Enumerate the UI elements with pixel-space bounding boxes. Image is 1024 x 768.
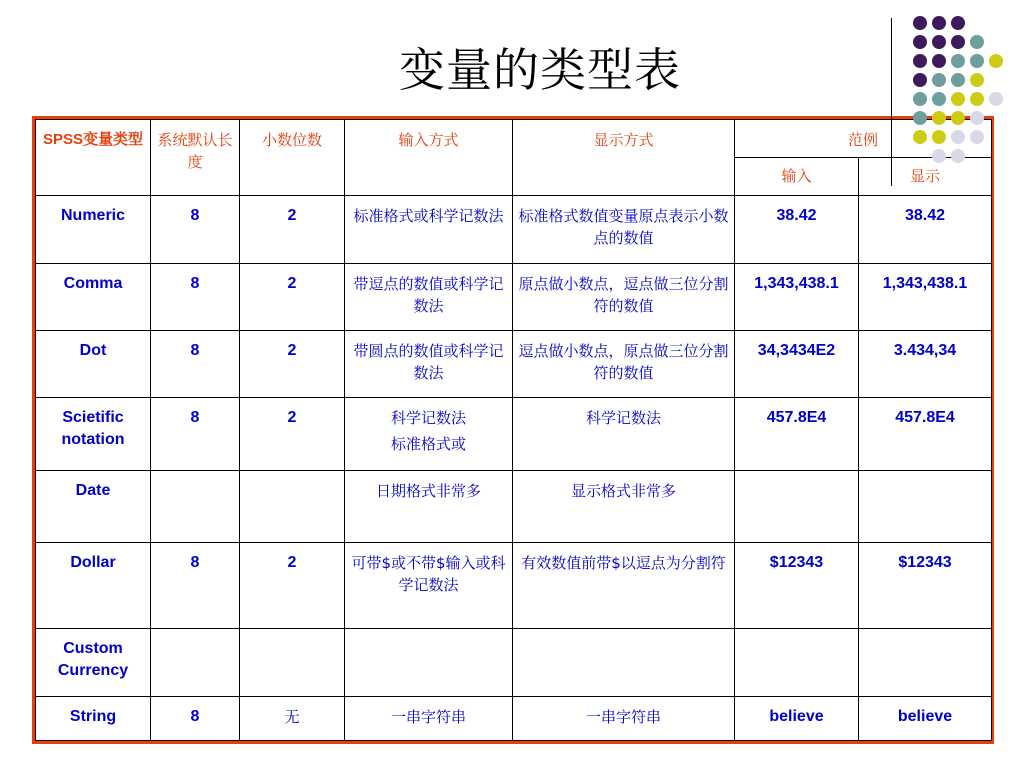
table-header-row bbox=[36, 120, 992, 158]
cell-example-input bbox=[735, 471, 859, 542]
cell-example-display bbox=[859, 471, 992, 542]
table-row bbox=[36, 696, 992, 740]
decorative-dot bbox=[932, 35, 946, 49]
decorative-dot bbox=[989, 54, 1003, 68]
cell-display-method: 科学记数法 bbox=[513, 398, 735, 471]
cell-input-method bbox=[345, 398, 513, 471]
cell-input-method: 带圆点的数值或科学记数法 bbox=[345, 331, 513, 398]
decorative-dot bbox=[932, 73, 946, 87]
decorative-dot bbox=[989, 92, 1003, 106]
decorative-dot bbox=[913, 54, 927, 68]
decorative-dot bbox=[932, 16, 946, 30]
header-decimals: 小数位数 bbox=[240, 120, 345, 196]
decorative-dot bbox=[951, 92, 965, 106]
header-example-input: 输入 bbox=[735, 158, 859, 196]
cell-example-display: believe bbox=[859, 696, 992, 740]
cell-input-method-line1: 科学记数法 bbox=[390, 409, 466, 428]
variable-types-table bbox=[35, 119, 992, 741]
decorative-dot bbox=[913, 92, 927, 106]
decorative-dot bbox=[913, 35, 927, 49]
decorative-dot bbox=[970, 73, 984, 87]
cell-example-input: 38.42 bbox=[735, 196, 859, 264]
decorative-dot bbox=[932, 54, 946, 68]
cell-example-input bbox=[735, 628, 859, 696]
variable-types-table-frame bbox=[32, 116, 994, 744]
cell-example-display: 3.434,34 bbox=[859, 331, 992, 398]
cell-type: Comma bbox=[36, 264, 151, 331]
header-example: 范例 bbox=[735, 120, 992, 158]
cell-example-input: 1,343,438.1 bbox=[735, 264, 859, 331]
cell-decimals: 无 bbox=[240, 696, 345, 740]
cell-decimals bbox=[240, 628, 345, 696]
header-type: SPSS变量类型 bbox=[36, 120, 151, 196]
cell-display-method: 一串字符串 bbox=[513, 696, 735, 740]
cell-length: 8 bbox=[151, 398, 240, 471]
decorative-dot bbox=[970, 92, 984, 106]
cell-input-method: 标准格式或科学记数法 bbox=[345, 196, 513, 264]
cell-display-method: 显示格式非常多 bbox=[513, 471, 735, 542]
cell-type: Dot bbox=[36, 331, 151, 398]
cell-type: Date bbox=[36, 471, 151, 542]
cell-input-method: 带逗点的数值或科学记数法 bbox=[345, 264, 513, 331]
cell-example-display bbox=[859, 628, 992, 696]
cell-example-input: $12343 bbox=[735, 542, 859, 628]
decorative-dot bbox=[951, 35, 965, 49]
cell-example-display: 1,343,438.1 bbox=[859, 264, 992, 331]
cell-length: 8 bbox=[151, 196, 240, 264]
cell-decimals: 2 bbox=[240, 264, 345, 331]
cell-display-method: 逗点做小数点，原点做三位分割符的数值 bbox=[513, 331, 735, 398]
table-row bbox=[36, 331, 992, 398]
slide-title: 变量的类型表 bbox=[399, 43, 681, 97]
decorative-dot bbox=[913, 16, 927, 30]
cell-type: Custom Currency bbox=[36, 628, 151, 696]
cell-example-input: 457.8E4 bbox=[735, 398, 859, 471]
cell-length: 8 bbox=[151, 696, 240, 740]
cell-input-method: 一串字符串 bbox=[345, 696, 513, 740]
cell-example-input: 34,3434E2 bbox=[735, 331, 859, 398]
header-example-display: 显示 bbox=[859, 158, 992, 196]
cell-input-method bbox=[345, 628, 513, 696]
header-display-method: 显示方式 bbox=[513, 120, 735, 196]
decorative-dot bbox=[970, 54, 984, 68]
table-row bbox=[36, 264, 992, 331]
cell-input-method: 日期格式非常多 bbox=[345, 471, 513, 542]
table-row bbox=[36, 628, 992, 696]
table-row bbox=[36, 398, 992, 471]
cell-display-method: 有效数值前带$以逗点为分割符 bbox=[513, 542, 735, 628]
cell-type: Scietific notation bbox=[36, 398, 151, 471]
decorative-dot bbox=[970, 35, 984, 49]
cell-display-method: 标准格式数值变量原点表示小数点的数值 bbox=[513, 196, 735, 264]
cell-length bbox=[151, 628, 240, 696]
decorative-divider-line bbox=[891, 18, 892, 186]
decorative-dot bbox=[951, 54, 965, 68]
decorative-dot bbox=[951, 16, 965, 30]
cell-display-method bbox=[513, 628, 735, 696]
cell-type: String bbox=[36, 696, 151, 740]
header-default-length: 系统默认长度 bbox=[151, 120, 240, 196]
table-row bbox=[36, 471, 992, 542]
cell-example-display: 457.8E4 bbox=[859, 398, 992, 471]
cell-input-method-line2: 标准格式或 bbox=[390, 435, 466, 454]
cell-length: 8 bbox=[151, 264, 240, 331]
table-row bbox=[36, 196, 992, 264]
cell-decimals: 2 bbox=[240, 398, 345, 471]
cell-decimals: 2 bbox=[240, 331, 345, 398]
cell-display-method: 原点做小数点，逗点做三位分割符的数值 bbox=[513, 264, 735, 331]
cell-example-display: $12343 bbox=[859, 542, 992, 628]
decorative-dot bbox=[932, 92, 946, 106]
cell-input-method: 可带$或不带$输入或科学记数法 bbox=[345, 542, 513, 628]
cell-length bbox=[151, 471, 240, 542]
cell-type: Dollar bbox=[36, 542, 151, 628]
cell-example-display: 38.42 bbox=[859, 196, 992, 264]
cell-length: 8 bbox=[151, 331, 240, 398]
cell-decimals bbox=[240, 471, 345, 542]
cell-type: Numeric bbox=[36, 196, 151, 264]
cell-decimals: 2 bbox=[240, 542, 345, 628]
table-row bbox=[36, 542, 992, 628]
decorative-dot bbox=[951, 73, 965, 87]
cell-decimals: 2 bbox=[240, 196, 345, 264]
cell-length: 8 bbox=[151, 542, 240, 628]
decorative-dot bbox=[913, 73, 927, 87]
cell-example-input: believe bbox=[735, 696, 859, 740]
header-input-method: 输入方式 bbox=[345, 120, 513, 196]
